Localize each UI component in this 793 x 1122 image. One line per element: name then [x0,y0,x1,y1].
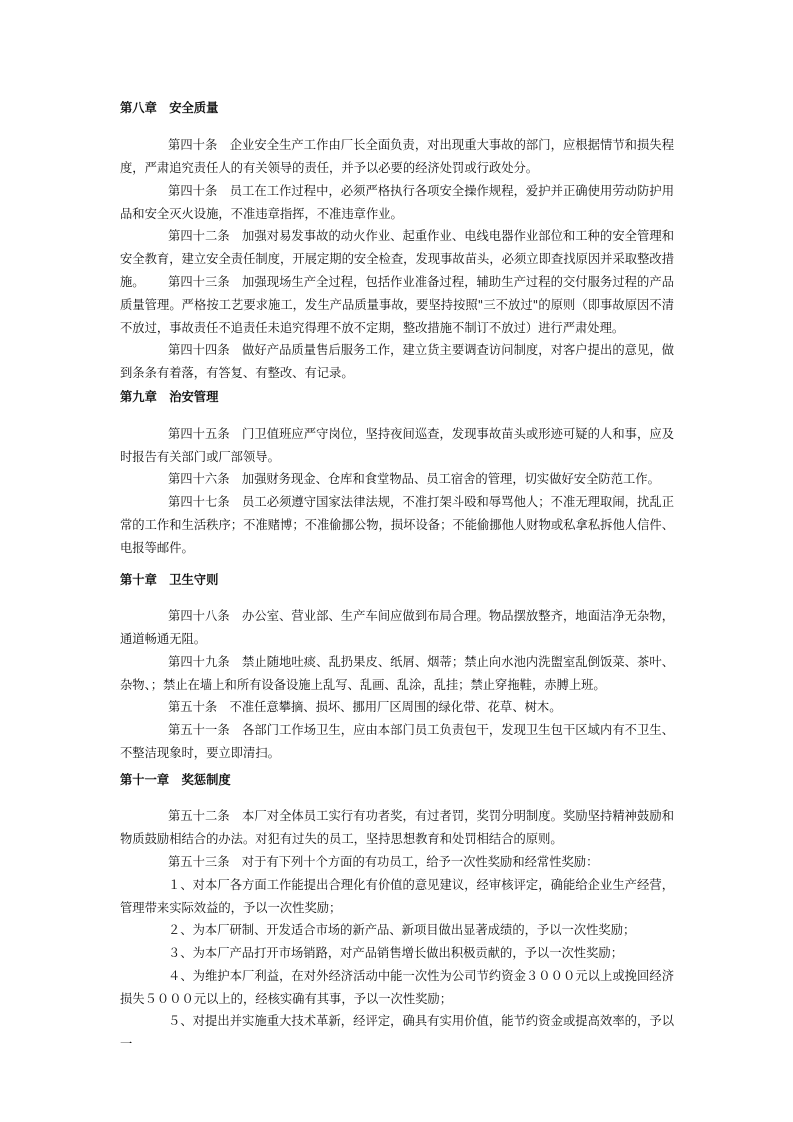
paragraph: ４、为维护本厂利益，在对外经济活动中能一次性为公司节约资金３０００元以上或挽回经济损失５０００元以上的，经核实确有其事，予以一次性奖励； [120,969,674,1006]
paragraph: 第四十二条 加强对易发事故的动火作业、起重作业、电线电器作业部位和工种的安全管理和安全教育，建立安全责任制度，开展定期的安全检查，发现事故苗头，必须立即查找原因并采取整改措施。 [120,229,674,289]
paragraph: 第五十二条 本厂对全体员工实行有功者奖，有过者罚，奖罚分明制度。奖励坚持精神鼓励和物质鼓励相结合的办法。对犯有过失的员工，坚持思想教育和处罚相结合的原则。 [120,809,674,846]
chapter-heading: 第八章 安全质量 [120,101,219,115]
chapter-heading: 第九章 治安管理 [120,390,219,404]
paragraph: 第四十七条 员工必须遵守国家法律法规，不准打架斗殴和辱骂他人；不准无理取闹，扰乱正常的工作和生活秩序；不准赌博；不准偷挪公物，损坏设备；不能偷挪他人财物或私拿私拆他人信件、电报等邮件。 [120,495,674,555]
paragraph: １、对本厂各方面工作能提出合理化有价值的意见建议，经审核评定，确能给企业生产经营，管理带来实际效益的，予以一次性奖励； [120,878,674,915]
paragraph: 第五十条 不准任意攀摘、损坏、挪用厂区周围的绿化带、花草、树木。 [168,700,562,714]
paragraph: 第四十条 企业安全生产工作由厂长全面负责，对出现重大事故的部门，应根据情节和损失程度，严肃追究责任人的有关领导的责任，并予以必要的经济处罚或行政处分。 [120,138,674,175]
paragraph: ５、对提出并实施重大技术革新，经评定，确具有实用价值，能节约资金或提高效率的，予以一 [120,1014,674,1051]
paragraph: ２、为本厂研制、开发适合市场的新产品、新项目做出显著成绩的，予以一次性奖励； [168,923,636,937]
paragraph: 第四十五条 门卫值班应严守岗位，坚持夜间巡查，发现事故苗头或形迹可疑的人和事，应及时报告有关部门或厂部领导。 [120,427,674,464]
paragraph: 第五十一条 各部门工作场卫生，应由本部门员工负责包干，发现卫生包干区域内有不卫生、不整洁现象时，要立即清扫。 [120,723,674,760]
paragraph: ３、为本厂产品打开市场销路，对产品销售增长做出积极贡献的，予以一次性奖励； [168,946,623,960]
chapter-heading: 第十一章 奖惩制度 [120,773,231,787]
paragraph: 第五十三条 对于有下列十个方面的有功员工，给予一次性奖励和经常性奖励： [168,855,599,869]
paragraph: 第四十八条 办公室、营业部、生产车间应做到布局合理。物品摆放整齐，地面洁净无杂物，通道畅通无阻。 [120,609,674,646]
paragraph: 第四十九条 禁止随地吐痰、乱扔果皮、纸屑、烟蒂；禁止向水池内洗盥室乱倒饭菜、茶叶、杂物、；禁止在墙上和所有设备设施上乱写、乱画、乱涂，乱挂；禁止穿拖鞋，赤膊上班。 [120,655,674,692]
paragraph: 第四十条 员工在工作过程中，必须严格执行各项安全操作规程，爱护并正确使用劳动防护用品和安全灭火设施，不准违章指挥，不准违章作业。 [120,184,674,221]
chapter-heading: 第十章 卫生守则 [120,573,219,587]
paragraph: 第四十四条 做好产品质量售后服务工作，建立货主要调查访问制度，对客户提出的意见，做到条条有着落，有答复、有整改、有记录。 [120,343,674,380]
paragraph: 第四十六条 加强财务现金、仓库和食堂物品、员工宿舍的管理，切实做好安全防范工作。 [168,472,660,486]
paragraph: 第四十三条 加强现场生产全过程，包括作业准备过程，辅助生产过程的交付服务过程的产品质量管理。严格按工艺要求施工，发生产品质量事故，要坚持按照"三不放过"的原则（即事故原因不清不放过，事故责任不追责任未追究得理不放不定期，整改措施不制订不放过）进行严肃处理。 [120,275,674,335]
